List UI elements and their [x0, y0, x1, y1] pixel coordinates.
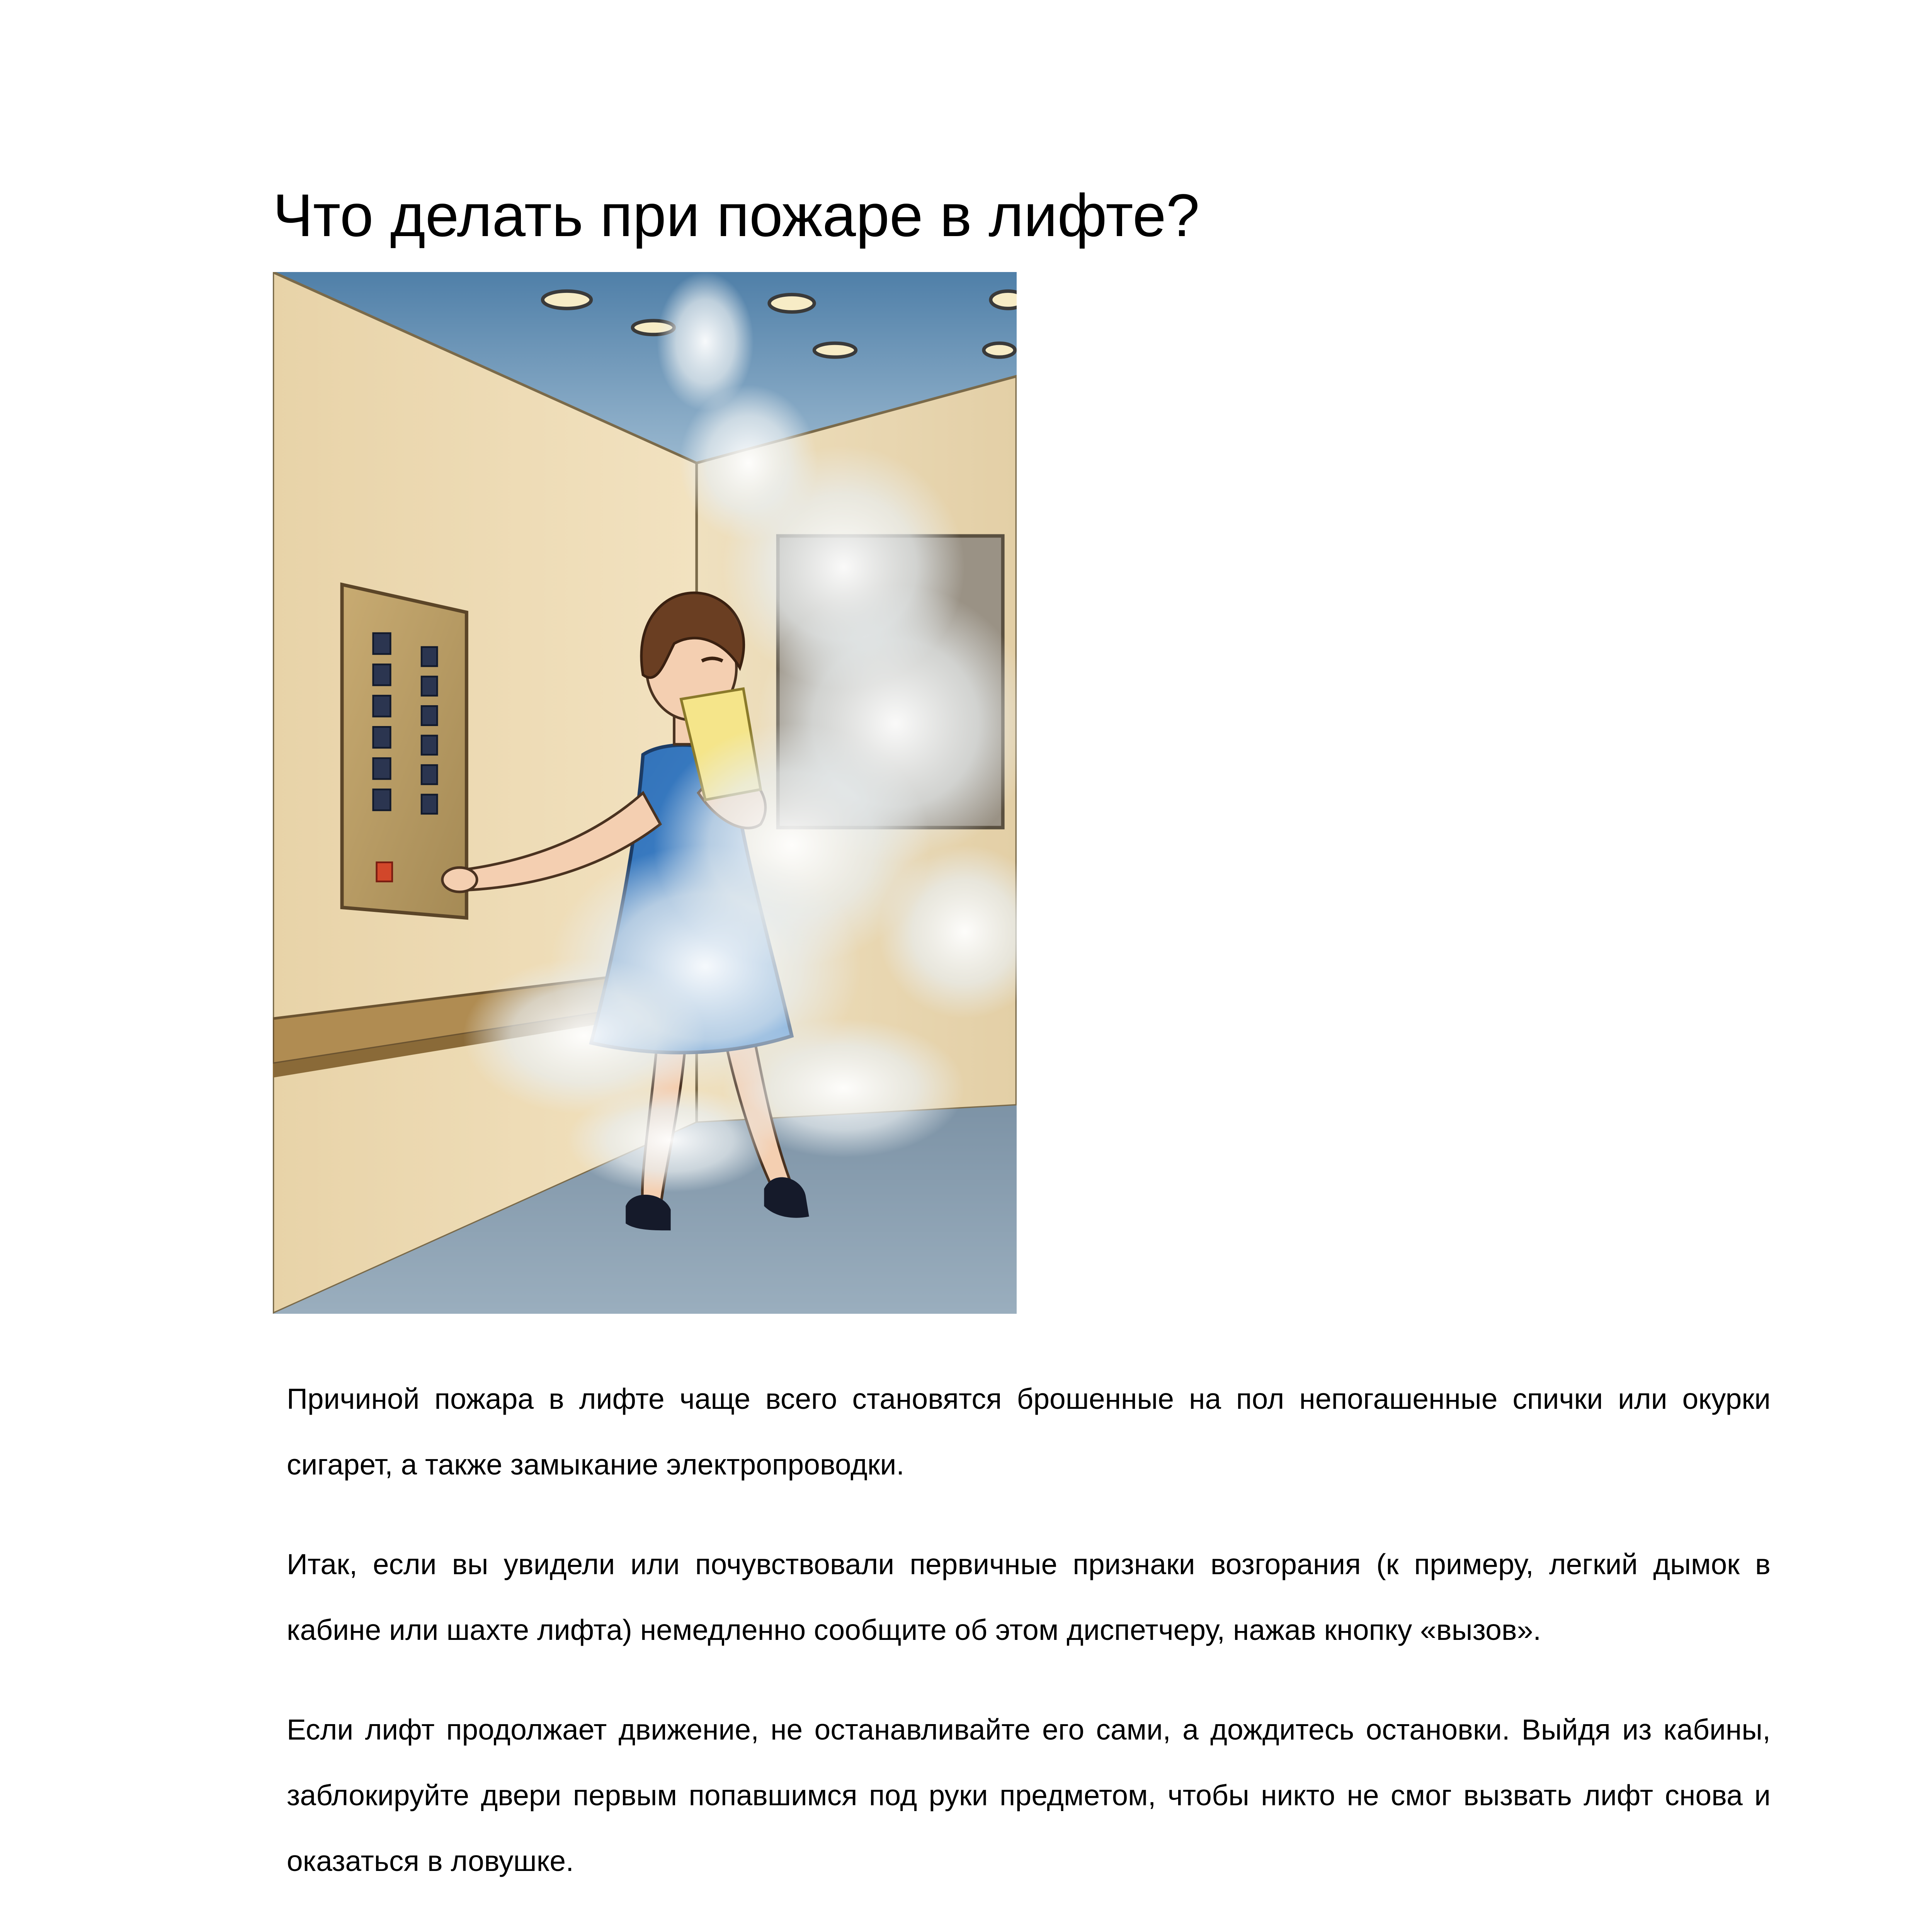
- paragraph: Итак, если вы увидели или почувствовали первичные признаки возгорания (к примеру, легкий дымок в кабине или шахте лифта) немедленно сообщите об этом диспетчеру, нажав кнопку «вызов».: [287, 1548, 1771, 1646]
- paragraph: Если лифт продолжает движение, не останавливайте его сами, а дождитесь остановки. Выйдя из кабины, заблокируйте двери первым попавшимся под руки предметом, чтобы никто не смог вызвать лифт снова и оказаться в ловушке.: [287, 1713, 1771, 1877]
- paragraph: Причиной пожара в лифте чаще всего становятся брошенные на пол непогашенные спички или окурки сигарет, а также замыкание электропроводки.: [287, 1383, 1771, 1481]
- article-body: [287, 1366, 1771, 1932]
- page-title: Что делать при пожаре в лифте?: [273, 182, 1200, 249]
- elevator-fire-illustration: [273, 272, 1017, 1314]
- paragraph: [287, 1928, 1771, 1932]
